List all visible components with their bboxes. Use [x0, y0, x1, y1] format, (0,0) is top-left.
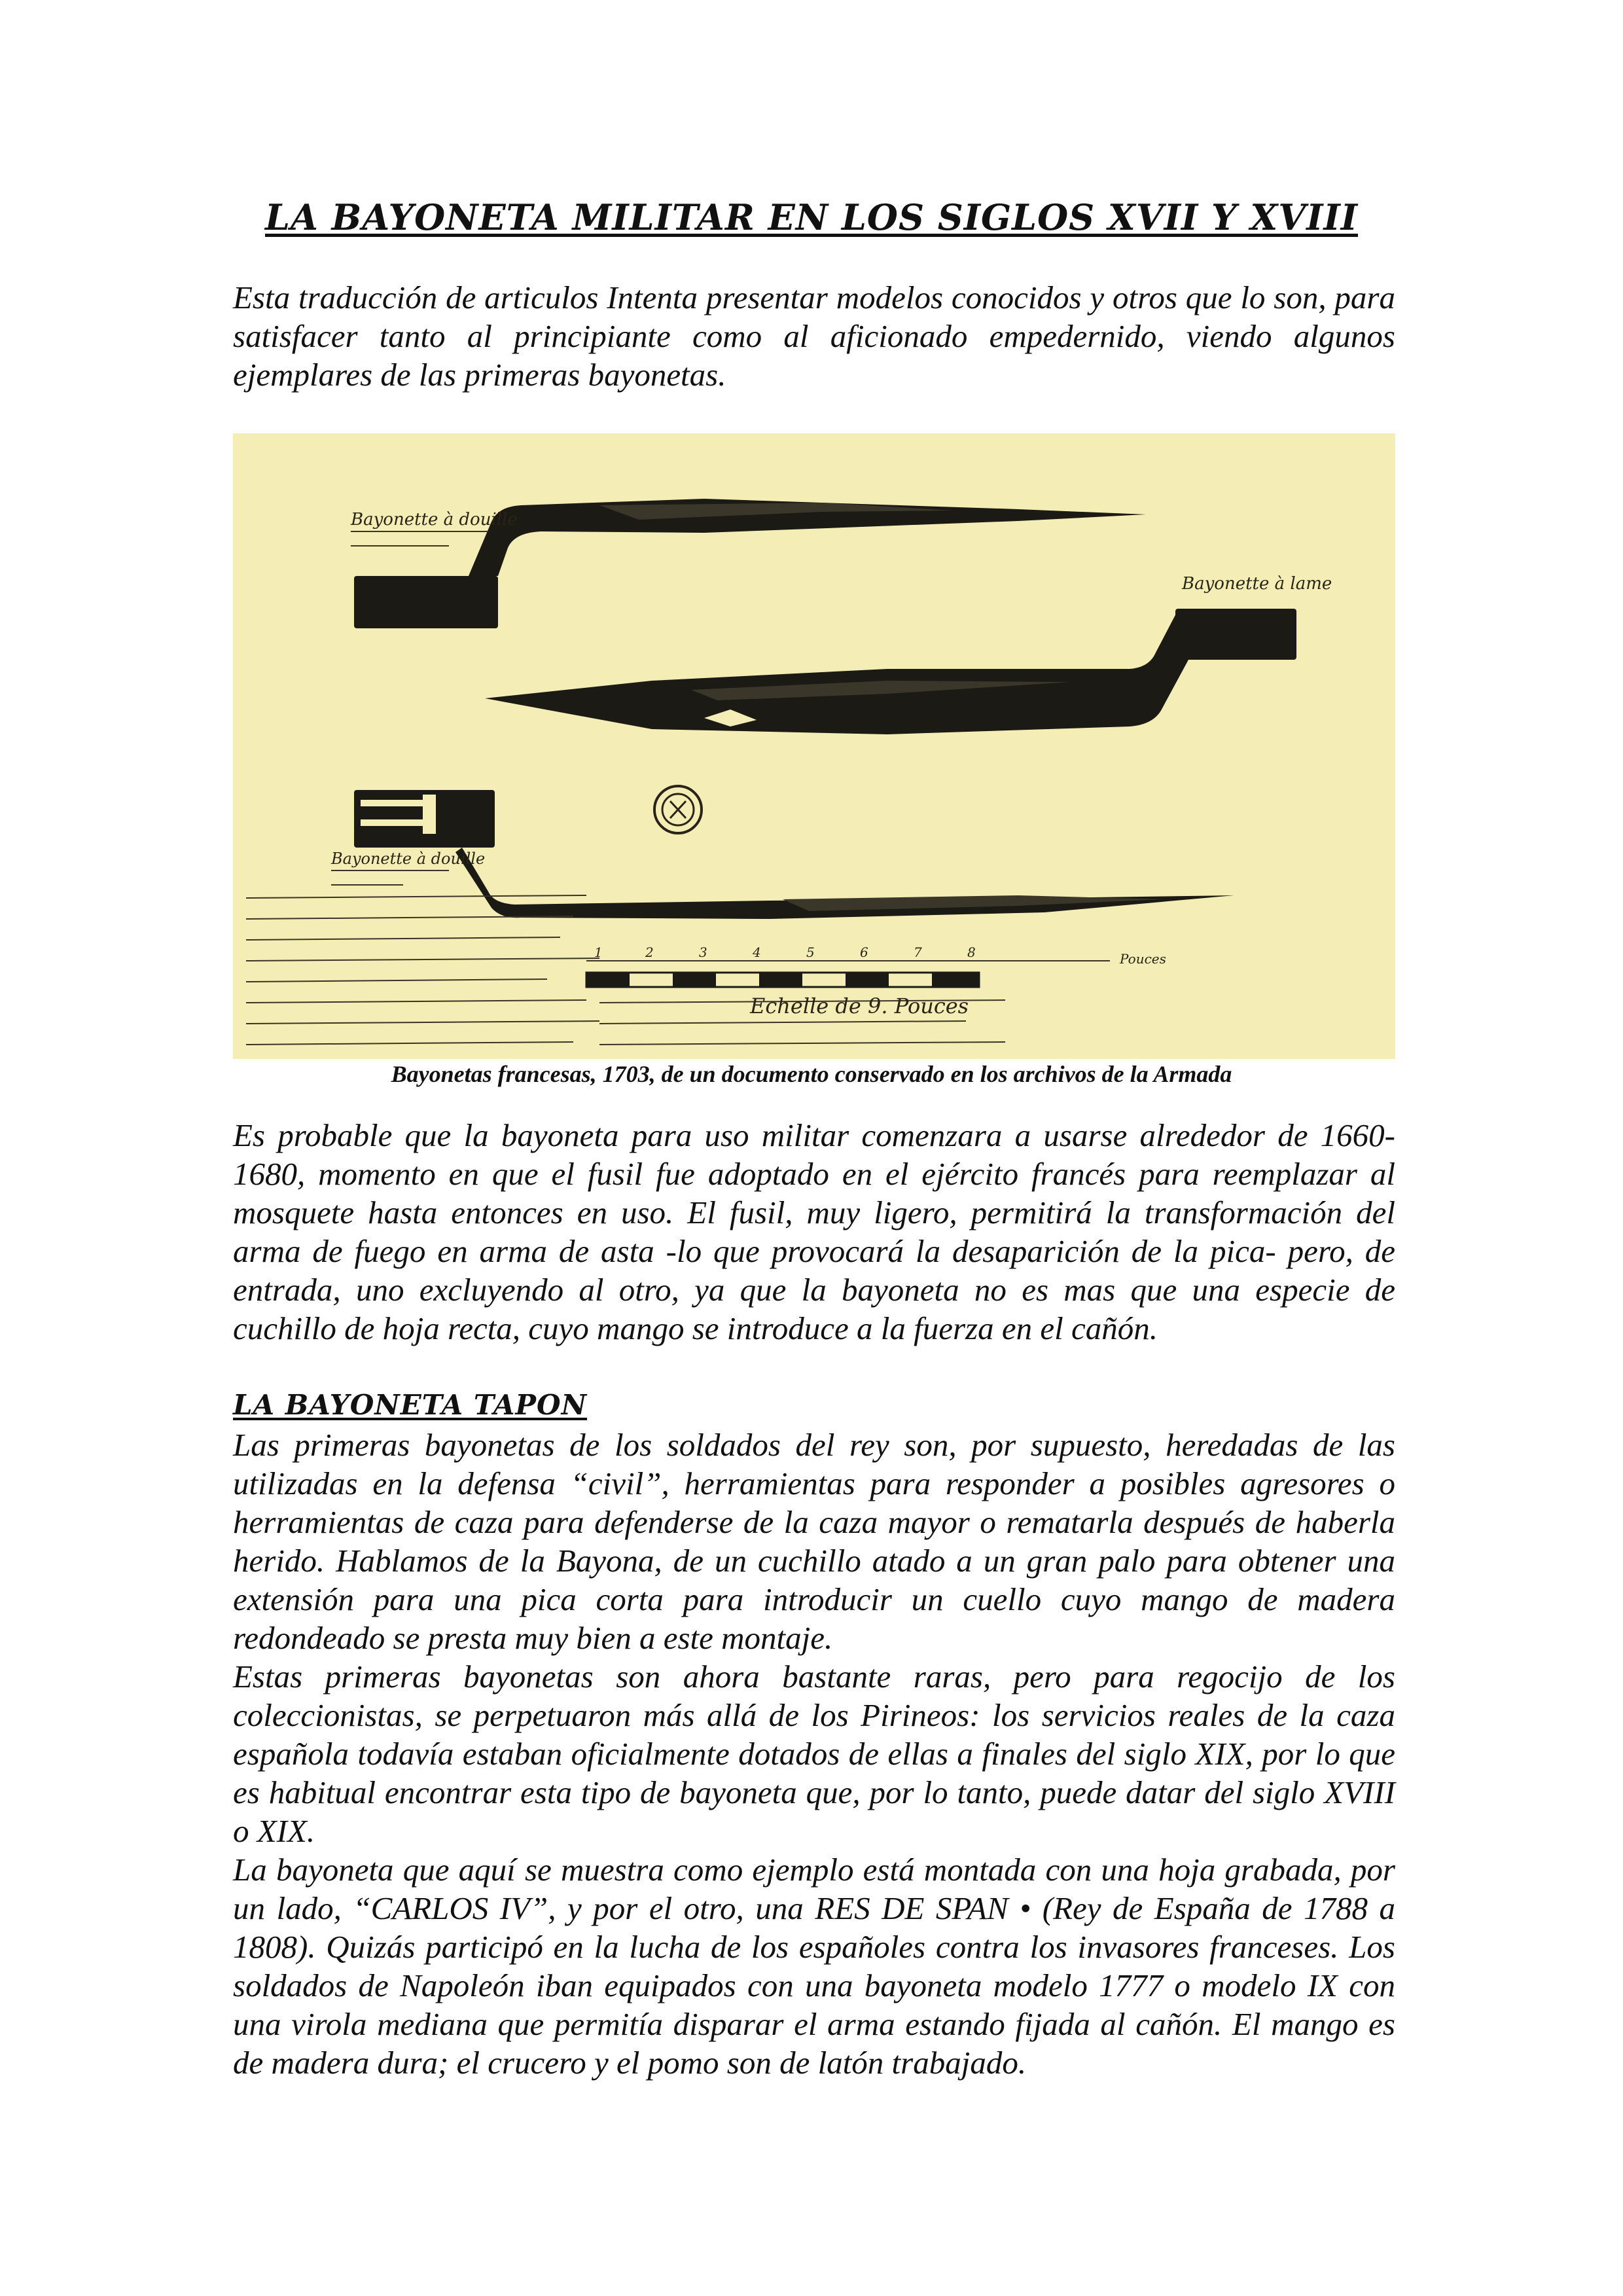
scale-label: Echelle de 9. Pouces: [750, 994, 969, 1018]
paragraph-origins: Es probable que la bayoneta para uso militar comenzara a usarse alrededor de 1660-1680, momento en que el fusil fue adoptado en el ejército francés para reemplazar al mosquete hasta entonces en uso. El fusil, muy ligero, permitirá la transformación del arma de fuego en arma de asta -lo que provocará la desaparición de la pica- pero, de entrada, uno excluyendo al otro, ya que la bayoneta no es mas que una especie de cuchillo de hoja recta, cuyo mango se introduce a la fuerza en el cañón.: [233, 1117, 1395, 1346]
section-paragraph-3: La bayoneta que aquí se muestra como ejemplo está montada con una hoja grabada, por un lado, “CARLOS IV”, y por el otro, una RES DE SPAN • (Rey de España de 1788 a 1808). Quizás participó en la lucha de los españoles contra los invasores franceses. Los soldados de Napoleón iban equipados con una bayoneta modelo 1777 o modelo IX con una virola mediana que permitía disparar el arma estando fijada al cañón. El mango es de madera dura; el crucero y el pomo son de latón trabajado.: [233, 1852, 1395, 2081]
archive-stamp-icon: [654, 786, 702, 833]
scale-tick-2: 2: [645, 944, 654, 960]
scale-tick-8: 8: [967, 944, 976, 960]
label-bottom: Bayonette à douille: [331, 850, 486, 868]
section-heading: LA BAYONETA TAPON: [233, 1389, 587, 1421]
bayonet-figure: [233, 433, 1395, 1059]
scale-tick-5: 5: [806, 944, 815, 960]
section-paragraph-2: Estas primeras bayonetas son ahora bastante raras, pero para regocijo de los coleccionistas, se perpetuaron más allá de los Pirineos: los servicios reales de la caza española todavía estaban oficialmente dotados de ellas a finales del siglo XIX, por lo que es habitual encontrar esta tipo de bayoneta que, por lo tanto, puede datar del siglo XVIII o XIX.: [233, 1659, 1395, 1849]
intro-paragraph: Esta traducción de articulos Intenta presentar modelos conocidos y otros que lo son, para satisfacer tanto al principiante como al aficionado empedernido, viendo algunos ejemplares de las primeras bayonetas.: [233, 279, 1395, 393]
label-top: Bayonette à douille: [351, 510, 518, 529]
scale-unit: Pouces: [1120, 951, 1166, 967]
label-middle: Bayonette à lame: [1182, 574, 1332, 594]
scale-tick-3: 3: [699, 944, 707, 960]
scale-tick-4: 4: [753, 944, 761, 960]
scale-tick-1: 1: [594, 944, 603, 960]
section-paragraph-1: Las primeras bayonetas de los soldados del rey son, por supuesto, heredadas de las utilizadas en la defensa “civil”, herramientas para responder a posibles agresores o herramientas de caza para defenderse de la caza mayor o rematarla después de haberla herido. Hablamos de la Bayona, de un cuchillo atado a un gran palo para obtener una extensión para una pica corta para introducir un cuello cuyo mango de madera redondeado se presta muy bien a este montaje.: [233, 1427, 1395, 1656]
section-body: [233, 1426, 1395, 2082]
figure-caption: Bayonetas francesas, 1703, de un documento conservado en los archivos de la Armada: [391, 1061, 1232, 1087]
scale-tick-6: 6: [860, 944, 868, 960]
page-title: LA BAYONETA MILITAR EN LOS SIGLOS XVII Y XVIII: [265, 196, 1358, 238]
bayonet-drawing: [233, 433, 1395, 1059]
scale-tick-7: 7: [914, 944, 922, 960]
